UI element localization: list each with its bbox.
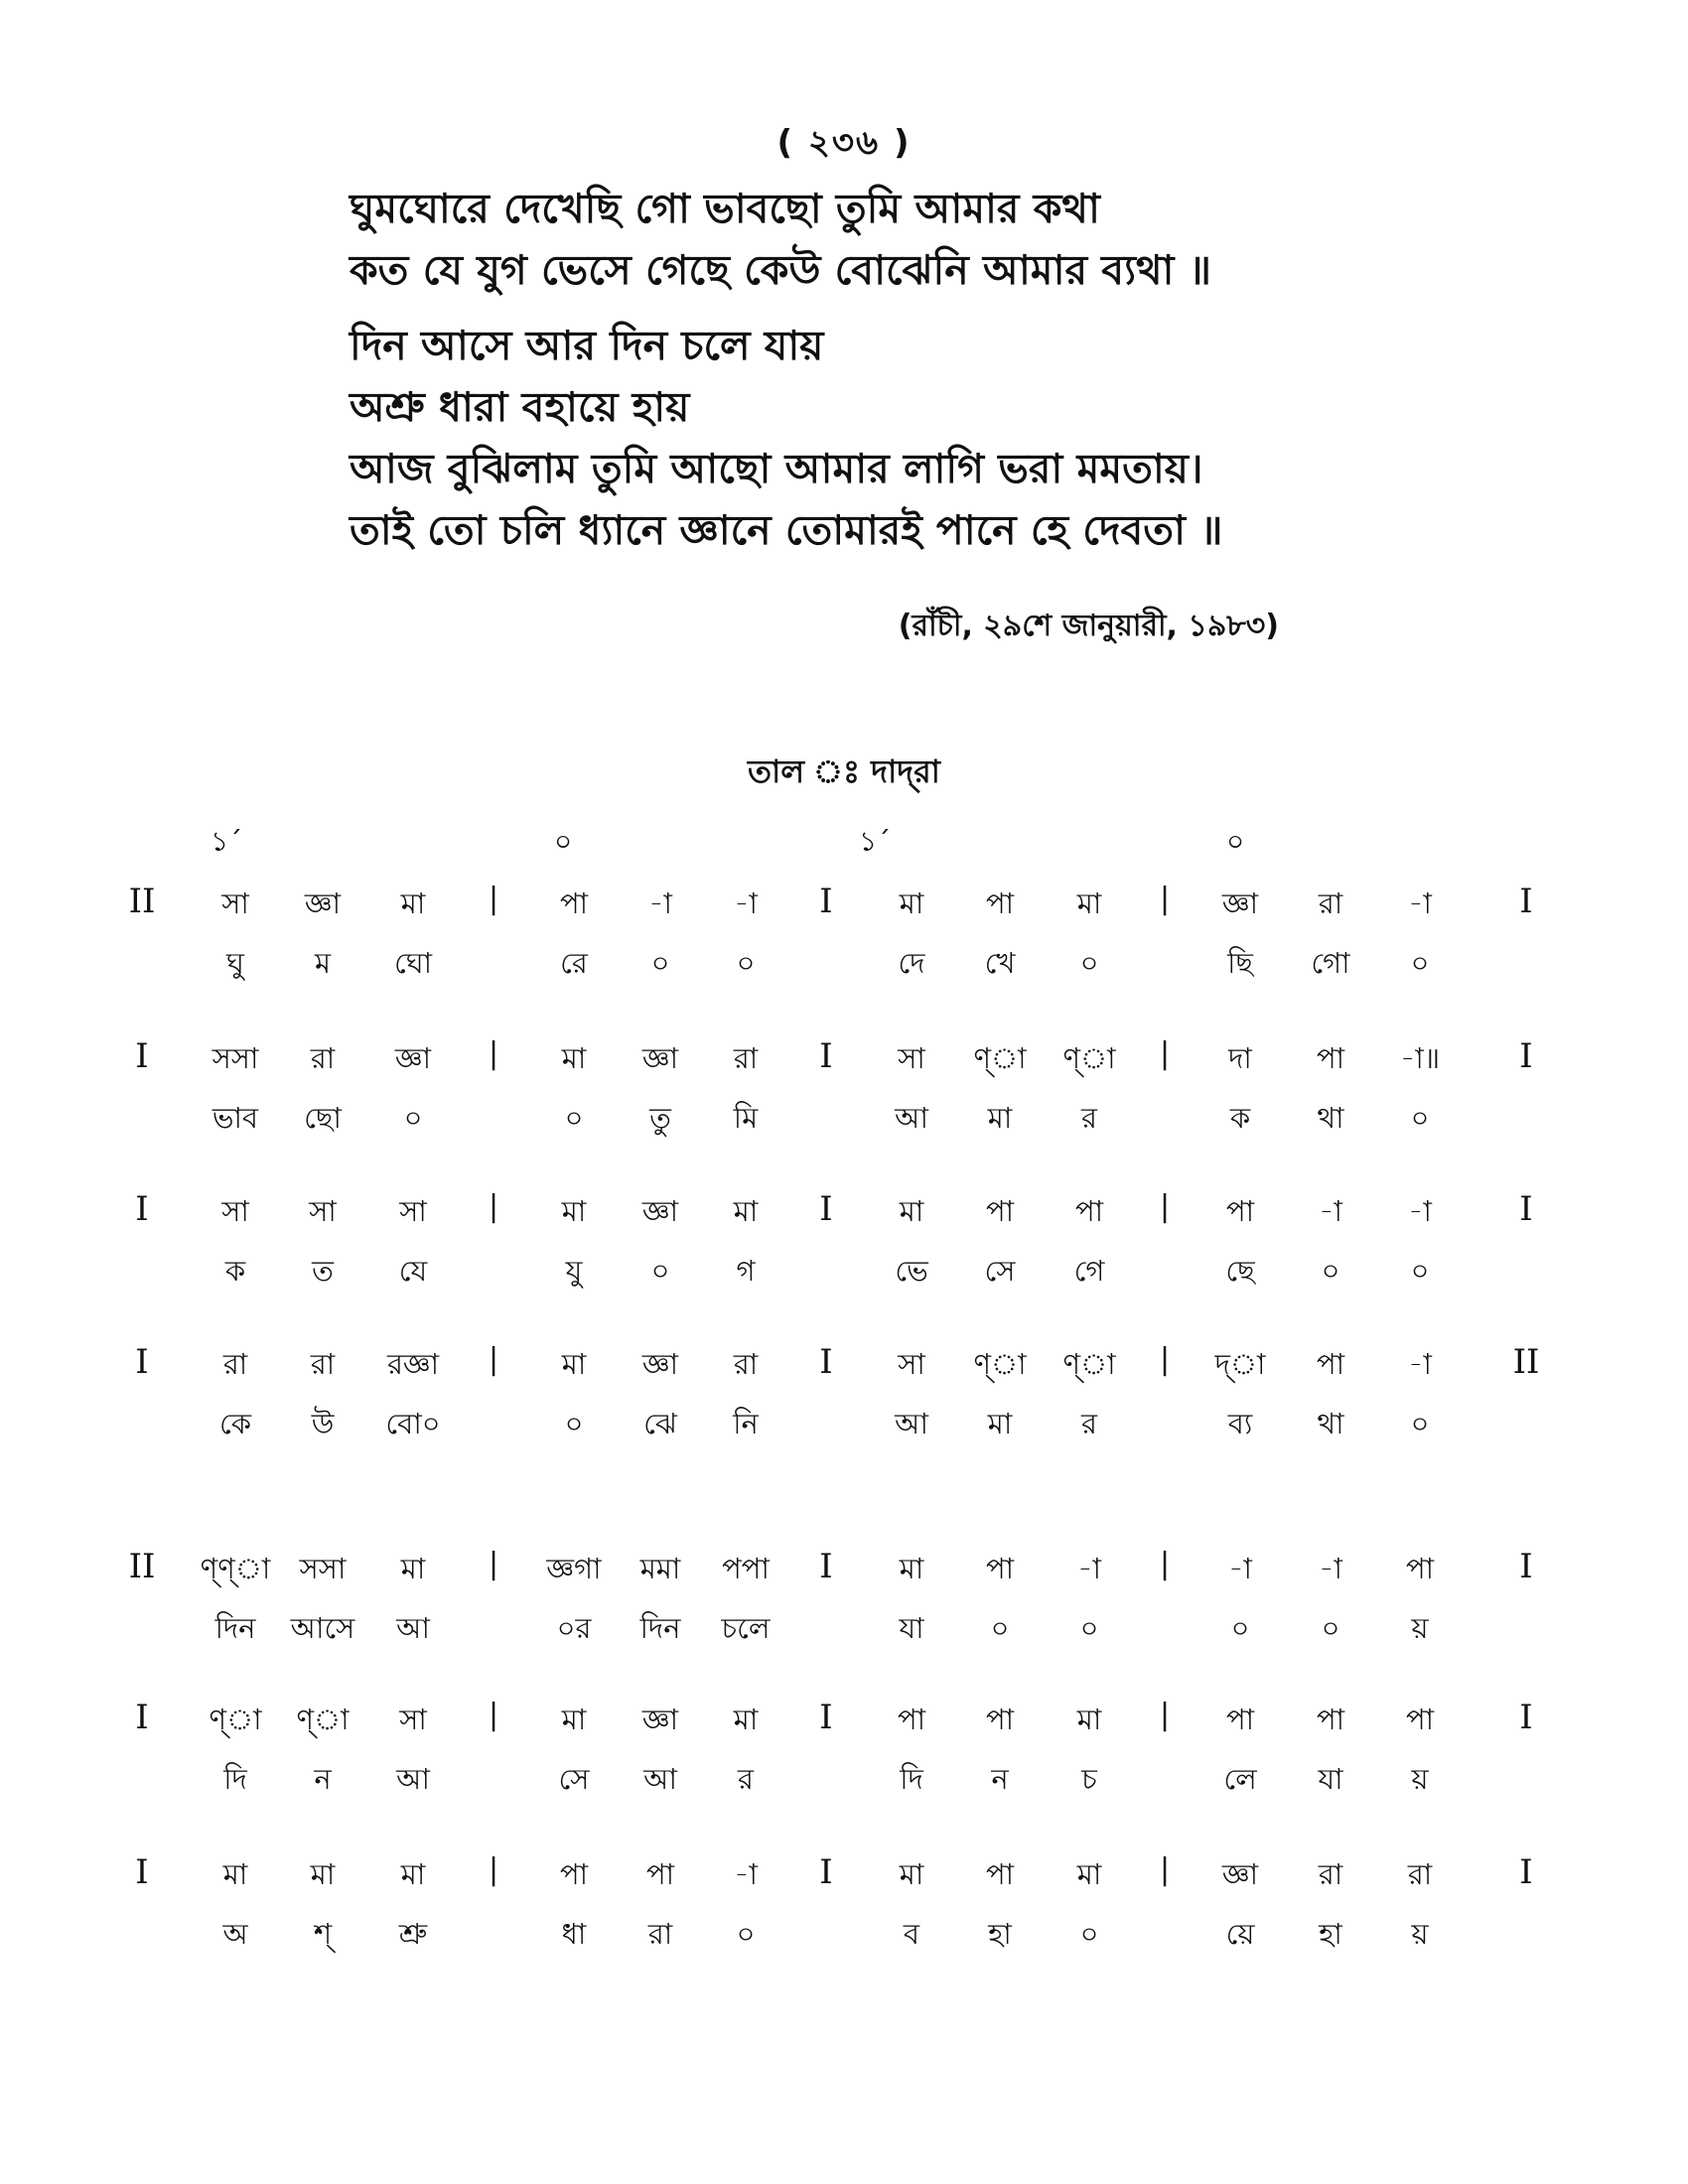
syllable: ত xyxy=(312,1254,334,1288)
tala-title: তাল ঃ দাদ্‌রা xyxy=(748,752,940,790)
note: রা xyxy=(733,1347,759,1381)
note: রজ্ঞা xyxy=(386,1347,440,1381)
syllable: হা xyxy=(988,1917,1012,1951)
bar-line: I xyxy=(1519,1189,1533,1229)
note: পা xyxy=(985,887,1015,920)
syllable: ০ xyxy=(1079,946,1099,980)
syllable: ব্য xyxy=(1227,1407,1253,1440)
syllable: ০ xyxy=(1079,1917,1099,1951)
note: জ্ঞা xyxy=(641,1347,679,1381)
syllable: ম xyxy=(314,946,332,980)
syllable: গ xyxy=(736,1254,756,1288)
syllable: ০ xyxy=(1321,1254,1340,1288)
syllable: ন xyxy=(991,1762,1009,1796)
note: -া xyxy=(1077,1552,1101,1585)
bar-line: I xyxy=(1519,1852,1533,1892)
note: মা xyxy=(1076,1857,1102,1891)
syllable: র xyxy=(1081,1407,1097,1440)
bar-line: I xyxy=(1519,882,1533,921)
bar-line: | xyxy=(1159,1189,1171,1224)
syllable: গো xyxy=(1311,946,1350,980)
syllable: মা xyxy=(987,1407,1013,1440)
syllable: কে xyxy=(218,1407,252,1440)
lyric-line: দিন আসে আর দিন চলে যায় xyxy=(350,322,824,369)
syllable-row xyxy=(0,1402,1688,1445)
note-row xyxy=(0,1036,1688,1080)
note: রা xyxy=(1318,887,1343,920)
note-row xyxy=(0,1698,1688,1741)
syllable: ০ xyxy=(1410,1101,1430,1135)
syllable: ঘু xyxy=(226,946,244,980)
syllable: যে xyxy=(398,1254,428,1288)
note: ণ্‌া xyxy=(973,1347,1027,1381)
note: পা xyxy=(1405,1552,1435,1585)
notation-block xyxy=(0,1852,1688,1962)
syllable: ঝে xyxy=(643,1407,677,1440)
note: মা xyxy=(222,1857,248,1891)
syllable: তু xyxy=(649,1101,671,1135)
note: রা xyxy=(310,1041,336,1075)
syllable: ঘো xyxy=(393,946,433,980)
syllable: আ xyxy=(895,1407,928,1440)
syllable: ০ xyxy=(1410,1254,1430,1288)
bar-line: I xyxy=(819,1189,833,1229)
note: সসা xyxy=(299,1552,347,1585)
note: -া xyxy=(1319,1194,1342,1228)
bar-line: I xyxy=(819,1547,833,1586)
note: রা xyxy=(310,1347,336,1381)
syllable: আ xyxy=(643,1762,677,1796)
note: মা xyxy=(400,1552,426,1585)
syllable: সে xyxy=(984,1254,1016,1288)
note: পপা xyxy=(722,1552,770,1585)
syllable: ০র xyxy=(556,1611,592,1645)
bar-line: II xyxy=(1512,1342,1540,1382)
syllable: যু xyxy=(565,1254,583,1288)
bar-line: I xyxy=(135,1698,149,1737)
syllable: ধা xyxy=(561,1917,587,1951)
note: সা xyxy=(309,1194,337,1228)
lyrics xyxy=(350,185,1442,572)
note: সা xyxy=(399,1194,427,1228)
notation-block xyxy=(0,1698,1688,1807)
note: সা xyxy=(221,887,249,920)
syllable: আ xyxy=(895,1101,928,1135)
notation-block xyxy=(0,882,1688,991)
syllable: দি xyxy=(900,1762,923,1796)
syllable: র xyxy=(1081,1101,1097,1135)
syllable: য়ে xyxy=(1225,1917,1255,1951)
syllable: ০ xyxy=(650,1254,670,1288)
bar-line: | xyxy=(1159,1698,1171,1732)
note: জ্ঞা xyxy=(641,1194,679,1228)
note: পা xyxy=(1225,1194,1255,1228)
syllable: ন xyxy=(314,1762,332,1796)
note: ণ্‌া xyxy=(296,1703,350,1736)
page-number: ( ২৩৬ ) xyxy=(776,123,912,163)
lyric-line: ঘুমঘোরে দেখেছি গো ভাবছো তুমি আমার কথা xyxy=(350,185,1100,232)
beat-marks xyxy=(0,820,1688,860)
note: ণ্‌ণ্‌া xyxy=(200,1552,271,1585)
syllable: য় xyxy=(1411,1611,1429,1645)
syllable: যা xyxy=(899,1611,924,1645)
bar-line: I xyxy=(135,1342,149,1382)
note: সা xyxy=(898,1347,925,1381)
note: পা xyxy=(1405,1703,1435,1736)
syllable: চ xyxy=(1081,1762,1097,1796)
syllable: খে xyxy=(984,946,1016,980)
note: মমা xyxy=(639,1552,681,1585)
syllable: আ xyxy=(396,1762,430,1796)
syllable: থা xyxy=(1317,1101,1344,1135)
note: পা xyxy=(559,887,589,920)
note: মা xyxy=(733,1703,759,1736)
beat-mark: ০ xyxy=(554,825,573,858)
bar-line: II xyxy=(128,882,156,921)
note: মা xyxy=(561,1041,587,1075)
bar-line: II xyxy=(128,1547,156,1586)
syllable: দে xyxy=(898,946,925,980)
lyric-line: তাই তো চলি ধ্যানে জ্ঞানে তোমারই পানে হে দেবতা ॥ xyxy=(350,506,1223,554)
bar-line: | xyxy=(1159,1852,1171,1887)
note: মা xyxy=(733,1194,759,1228)
syllable: নি xyxy=(733,1407,759,1440)
note: সা xyxy=(898,1041,925,1075)
bar-line: | xyxy=(488,1342,499,1377)
bar-line: | xyxy=(488,1547,499,1581)
syllable: অ xyxy=(222,1917,248,1951)
note: পা xyxy=(1316,1347,1345,1381)
note-row xyxy=(0,1189,1688,1233)
bar-line: I xyxy=(135,1036,149,1076)
note: ণ্‌া xyxy=(1062,1041,1116,1075)
syllable: সে xyxy=(558,1762,590,1796)
bar-line: I xyxy=(819,1342,833,1382)
syllable: ছো xyxy=(304,1101,342,1135)
note: -া xyxy=(1228,1552,1252,1585)
notation-block xyxy=(0,1036,1688,1146)
syllable: রা xyxy=(647,1917,673,1951)
note-row xyxy=(0,1547,1688,1590)
beat-mark: ১´ xyxy=(859,825,892,858)
note: রা xyxy=(222,1347,248,1381)
syllable: শ্‌ xyxy=(313,1917,333,1951)
note: সসা xyxy=(211,1041,259,1075)
note-row xyxy=(0,1852,1688,1896)
note: সা xyxy=(399,1703,427,1736)
syllable: র xyxy=(738,1762,754,1796)
syllable: ০ xyxy=(1230,1611,1250,1645)
note: -া xyxy=(1319,1552,1342,1585)
note: ণ্‌া xyxy=(209,1703,262,1736)
syllable: ০ xyxy=(1410,1407,1430,1440)
notation-block xyxy=(0,1189,1688,1298)
note: পা xyxy=(985,1857,1015,1891)
note: পা xyxy=(897,1703,926,1736)
syllable-row xyxy=(0,941,1688,985)
note: মা xyxy=(899,1552,924,1585)
note: পা xyxy=(1225,1703,1255,1736)
note-row xyxy=(0,882,1688,925)
syllable: ০ xyxy=(1321,1611,1340,1645)
note: জ্ঞা xyxy=(1221,887,1259,920)
note-row xyxy=(0,1342,1688,1386)
note: জ্ঞগা xyxy=(546,1552,602,1585)
note: জ্ঞা xyxy=(304,887,342,920)
note: মা xyxy=(561,1194,587,1228)
bar-line: I xyxy=(1519,1547,1533,1586)
syllable-row xyxy=(0,1912,1688,1956)
note: পা xyxy=(559,1857,589,1891)
note: পা xyxy=(1316,1703,1345,1736)
syllable: ০ xyxy=(736,946,756,980)
note: জ্ঞা xyxy=(641,1041,679,1075)
signature-date-place: (রাঁচী, ২৯শে জানুয়ারী, ১৯৮৩) xyxy=(898,609,1279,643)
note: -া xyxy=(648,887,672,920)
note: মা xyxy=(899,1857,924,1891)
syllable: ব xyxy=(903,1917,920,1951)
note: মা xyxy=(561,1703,587,1736)
bar-line: I xyxy=(1519,1698,1533,1737)
syllable: থা xyxy=(1317,1407,1344,1440)
note: মা xyxy=(400,1857,426,1891)
syllable-row xyxy=(0,1757,1688,1801)
note: ণ্‌া xyxy=(973,1041,1027,1075)
syllable: য় xyxy=(1411,1917,1429,1951)
lyric-line: অশ্রু ধারা বহায়ে হায় xyxy=(350,383,690,431)
note: -া xyxy=(1408,887,1432,920)
note: সা xyxy=(221,1194,249,1228)
bar-line: | xyxy=(488,1036,499,1071)
note: জ্ঞা xyxy=(1221,1857,1259,1891)
syllable-row xyxy=(0,1606,1688,1650)
syllable: গে xyxy=(1073,1254,1105,1288)
beat-mark: ১´ xyxy=(211,825,243,858)
notation-block xyxy=(0,1342,1688,1451)
syllable: দিন xyxy=(639,1611,681,1645)
note: দা xyxy=(1228,1041,1252,1075)
bar-line: I xyxy=(135,1852,149,1892)
note: -া xyxy=(1408,1347,1432,1381)
note: ণ্‌া xyxy=(1062,1347,1116,1381)
bar-line: | xyxy=(488,1852,499,1887)
syllable: লে xyxy=(1223,1762,1257,1796)
syllable: য় xyxy=(1411,1762,1429,1796)
bar-line: | xyxy=(488,1189,499,1224)
bar-line: I xyxy=(819,1036,833,1076)
syllable: মা xyxy=(987,1101,1013,1135)
notation-block xyxy=(0,1547,1688,1656)
syllable: যা xyxy=(1318,1762,1343,1796)
lyric-line: আজ বুঝিলাম তুমি আছো আমার লাগি ভরা মমতায়। xyxy=(350,445,1203,492)
syllable: আ xyxy=(396,1611,430,1645)
note: রা xyxy=(1407,1857,1433,1891)
bar-line: I xyxy=(1519,1036,1533,1076)
syllable: ক xyxy=(1229,1101,1251,1135)
note: রা xyxy=(1318,1857,1343,1891)
syllable: ০ xyxy=(403,1101,423,1135)
syllable: ছি xyxy=(1227,946,1253,980)
syllable: ০ xyxy=(1079,1611,1099,1645)
bar-line: I xyxy=(819,1852,833,1892)
note: মা xyxy=(899,887,924,920)
note: মা xyxy=(1076,1703,1102,1736)
bar-line: | xyxy=(1159,1547,1171,1581)
note: পা xyxy=(1074,1194,1104,1228)
note: রা xyxy=(733,1041,759,1075)
note: জ্ঞা xyxy=(641,1703,679,1736)
bar-line: | xyxy=(488,882,499,916)
syllable: ০ xyxy=(650,946,670,980)
bar-line: I xyxy=(819,882,833,921)
bar-line: | xyxy=(1159,1342,1171,1377)
syllable: হা xyxy=(1319,1917,1342,1951)
syllable: চলে xyxy=(721,1611,771,1645)
note: দ্‌া xyxy=(1214,1347,1266,1381)
syllable: রে xyxy=(560,946,588,980)
note: পা xyxy=(985,1703,1015,1736)
syllable: দিন xyxy=(214,1611,256,1645)
note: মা xyxy=(561,1347,587,1381)
syllable: উ xyxy=(311,1407,335,1440)
syllable: মি xyxy=(733,1101,759,1135)
note: মা xyxy=(899,1194,924,1228)
syllable: বো০ xyxy=(385,1407,441,1440)
syllable: ক xyxy=(224,1254,246,1288)
note: -া xyxy=(734,1857,758,1891)
note: জ্ঞা xyxy=(394,1041,432,1075)
note: পা xyxy=(985,1552,1015,1585)
syllable: ০ xyxy=(1410,946,1430,980)
note: -া xyxy=(1408,1194,1432,1228)
note: পা xyxy=(645,1857,675,1891)
syllable: ০ xyxy=(990,1611,1010,1645)
syllable: ছে xyxy=(1225,1254,1255,1288)
note: মা xyxy=(310,1857,336,1891)
note: -া॥ xyxy=(1399,1041,1441,1075)
bar-line: I xyxy=(819,1698,833,1737)
bar-line: | xyxy=(1159,1036,1171,1071)
bar-line: I xyxy=(135,1189,149,1229)
syllable: ০ xyxy=(564,1101,584,1135)
syllable: ০ xyxy=(564,1407,584,1440)
note: মা xyxy=(400,887,426,920)
syllable-row xyxy=(0,1249,1688,1293)
note: -া xyxy=(734,887,758,920)
bar-line: | xyxy=(488,1698,499,1732)
bar-line: | xyxy=(1159,882,1171,916)
syllable: শ্রু xyxy=(398,1917,428,1951)
syllable: ০ xyxy=(736,1917,756,1951)
syllable-row xyxy=(0,1096,1688,1140)
lyric-line: কত যে যুগ ভেসে গেছে কেউ বোঝেনি আমার ব্যথা ॥ xyxy=(350,246,1211,294)
syllable: ভাব xyxy=(211,1101,259,1135)
syllable: ভে xyxy=(895,1254,928,1288)
note: মা xyxy=(1076,887,1102,920)
syllable: দি xyxy=(223,1762,247,1796)
beat-mark: ০ xyxy=(1226,825,1245,858)
syllable: আসে xyxy=(290,1611,355,1645)
note: পা xyxy=(1316,1041,1345,1075)
note: পা xyxy=(985,1194,1015,1228)
